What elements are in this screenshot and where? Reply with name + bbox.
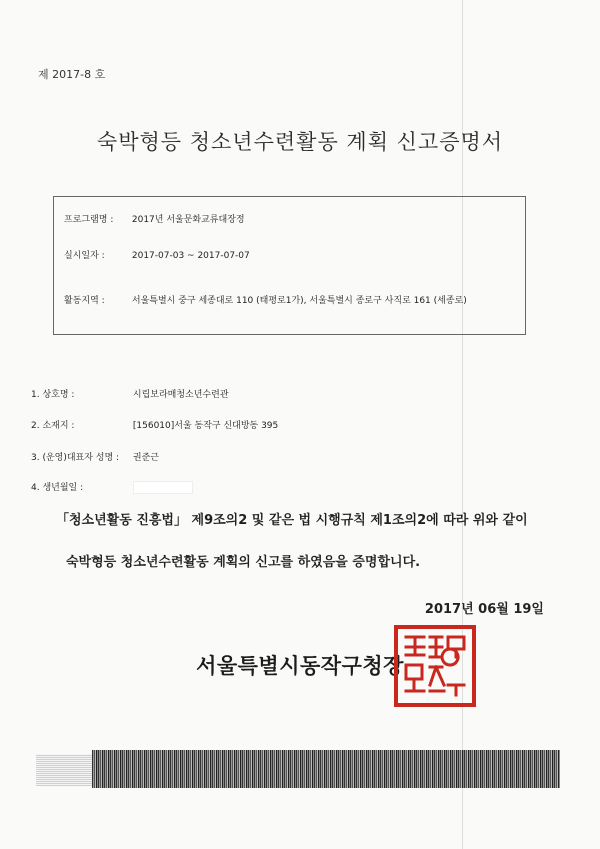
program-info-box <box>53 196 526 335</box>
field-label: 2. 소재지 : <box>31 421 75 431</box>
document-number: 제 2017-8 호 <box>38 68 106 81</box>
dates-label: 실시일자 : <box>64 251 105 261</box>
field-value: 권준근 <box>132 453 159 463</box>
program-row <box>64 212 245 225</box>
field-value: [156010]서울 동작구 신대방동 395 <box>132 421 279 431</box>
barcode-pattern <box>92 750 560 788</box>
program-label: 프로그램명 : <box>64 215 114 225</box>
statement-line-2: 숙박형등 청소년수련활동 계획의 신고를 하였음을 증명합니다. <box>66 555 421 570</box>
field-label: 1. 상호명 : <box>31 390 75 400</box>
field-birthdate <box>31 480 193 494</box>
field-value: 시립보라매청소년수련관 <box>132 390 229 400</box>
statement-line-1: 「청소년활동 진흥법」 제9조의2 및 같은 법 시행규칙 제1조의2에 따라 위와 같이 <box>56 513 528 528</box>
document-title: 숙박형등 청소년수련활동 계획 신고증명서 <box>96 130 504 154</box>
area-value: 서울특별시 중구 세종대로 110 (태평로1가), 서울특별시 종로구 사직로 161 (세종로) <box>131 296 467 306</box>
field-label: 4. 생년월일 : <box>31 483 84 493</box>
seal-text <box>398 629 472 703</box>
dates-value: 2017-07-03 ~ 2017-07-07 <box>131 251 250 261</box>
redacted-birthdate <box>133 481 193 494</box>
field-business-name <box>31 387 229 400</box>
field-representative <box>31 450 159 463</box>
program-value: 2017년 서울문화교류대장정 <box>131 215 245 225</box>
barcode-pattern-small <box>36 754 94 786</box>
official-seal <box>394 625 476 707</box>
field-label: 3. (운영)대표자 성명 : <box>31 453 120 463</box>
area-label: 활동지역 : <box>64 296 105 306</box>
area-row <box>64 293 467 306</box>
dates-row <box>64 248 250 261</box>
issuer-name: 서울특별시동작구청장 <box>196 654 404 678</box>
field-address <box>31 418 278 431</box>
issue-date: 2017년 06월 19일 <box>424 602 544 617</box>
